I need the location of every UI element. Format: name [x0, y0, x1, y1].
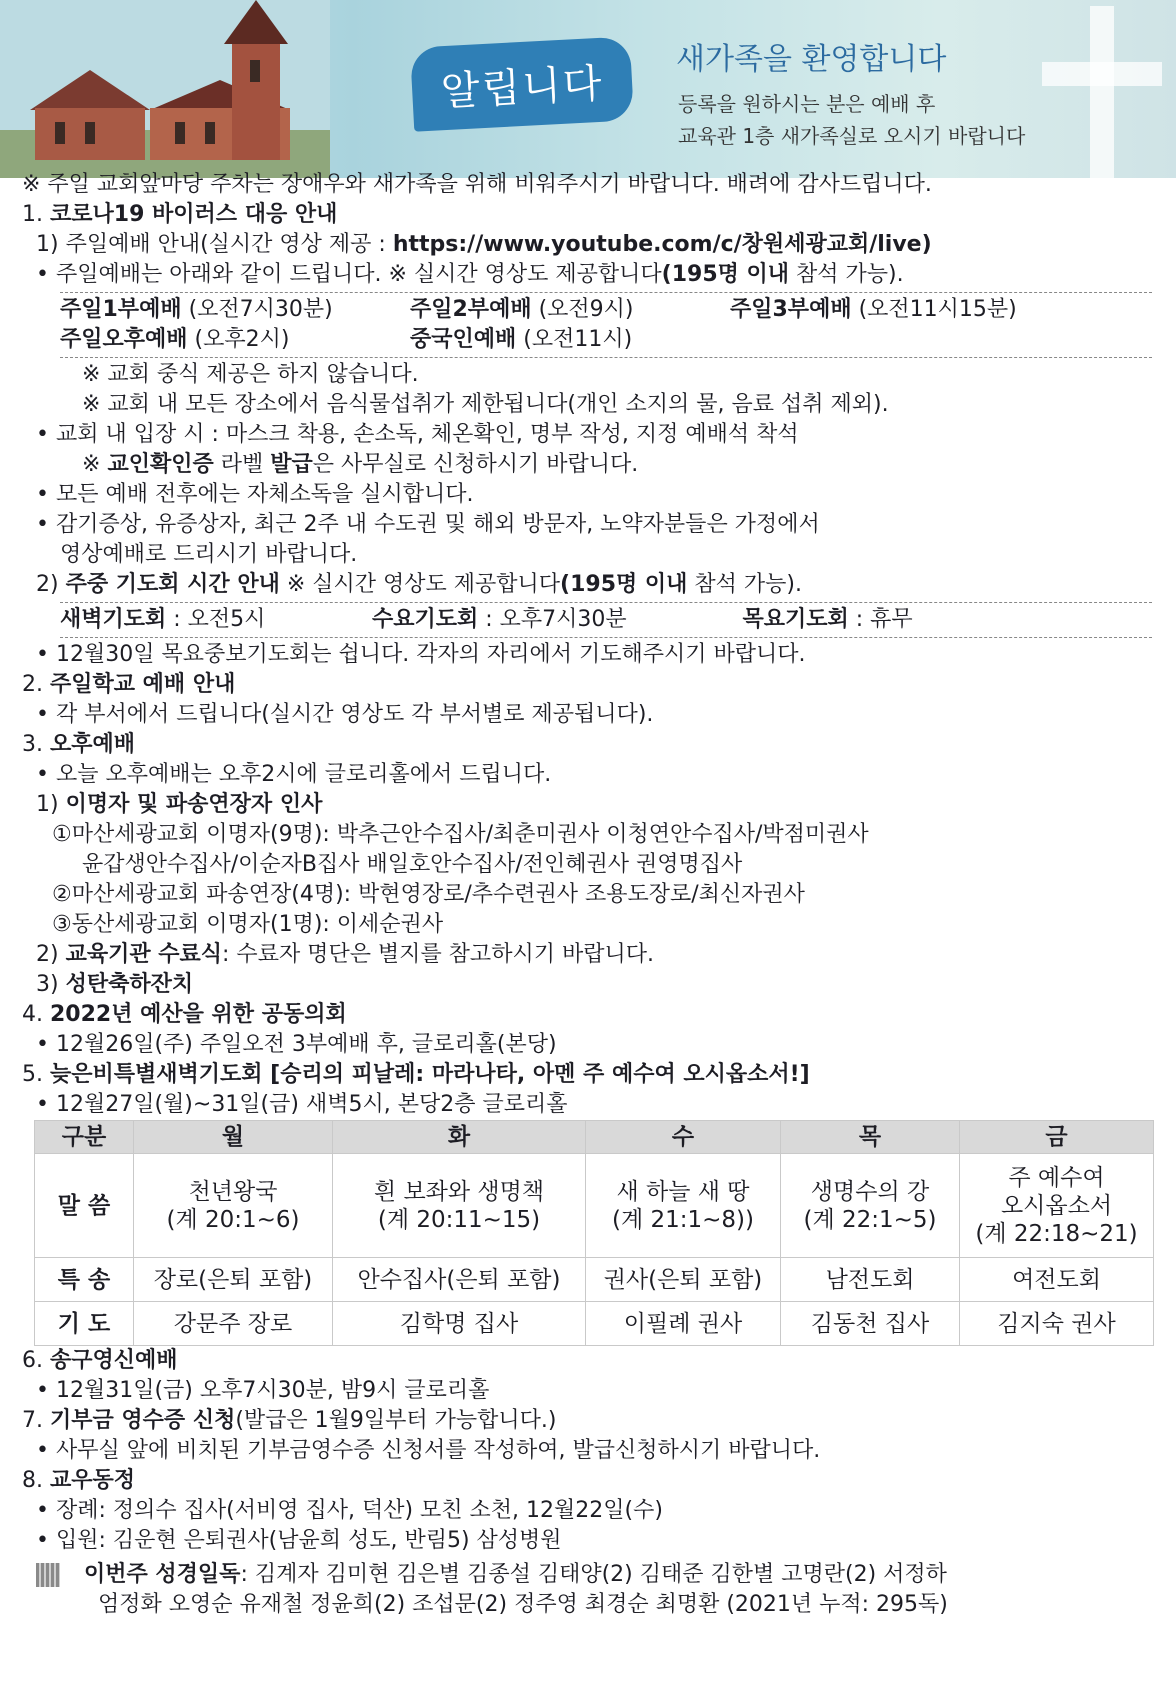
christmas-line [22, 970, 1152, 1000]
transfer-item-2: ②마산세광교회 파송연장(4명): 박현영장로/추수련권사 조용도장로/최신자권사 [52, 882, 805, 907]
table-cell [134, 1154, 333, 1258]
section-title: 기부금 영수증 신청 [50, 1408, 236, 1433]
bullet-funeral: • 장례: 정의수 집사(서비영 집사, 덕산) 모친 소천, 12월22일(수) [36, 1498, 663, 1523]
church-illustration [0, 0, 330, 178]
service-schedule [60, 292, 1152, 358]
section-2-heading [22, 670, 1152, 700]
bullet-receipt: • 사무실 앞에 비치된 기부금영수증 신청서를 작성하여, 발급신청하시기 바랍니다. [36, 1438, 821, 1463]
service-time: (오전11시15분) [851, 297, 1017, 322]
sub-title: 교육기관 수료식 [65, 942, 223, 967]
cell-line: 오시옵소서 [1000, 1192, 1113, 1219]
note-text: 라벨 [213, 452, 271, 477]
service-time: (오전9시) [531, 297, 634, 322]
prayer-time: : 휴무 [848, 607, 913, 632]
note-meal: ※ 교회 중식 제공은 하지 않습니다. [82, 362, 419, 387]
section-title: 교우동정 [50, 1468, 136, 1493]
table-cell: 김동천 집사 [781, 1302, 960, 1346]
section-3-heading [22, 730, 1152, 760]
bullet-symptoms-cont: 영상예배로 드리시기 바랍니다. [60, 542, 358, 567]
sub-text: : 수료자 명단은 별지를 참고하시기 바랍니다. [222, 942, 654, 967]
parking-notice: ※ 주일 교회앞마당 주차는 장애우와 새가족을 위해 비워주시기 바랍니다. 배려에 감사드립니다. [22, 172, 932, 197]
table-cell [781, 1154, 960, 1258]
bullet-new-year: • 12월31일(금) 오후7시30분, 밤9시 글로리홀 [36, 1378, 490, 1403]
table-header-row [35, 1121, 1154, 1154]
reading-names: : 김계자 김미현 김은별 김종설 김태양(2) 김태준 김한별 고명란(2) 서정하 [240, 1562, 947, 1587]
table-cell [333, 1154, 586, 1258]
bullet-text-end: 참석 가능). [789, 262, 904, 287]
service-row [60, 295, 1152, 325]
service-item [60, 295, 410, 325]
section-number: 4. [22, 1002, 43, 1027]
bullet-sunday-service [22, 260, 1152, 290]
cell-line: 새 하늘 새 땅 [616, 1178, 750, 1205]
bullet-budget: • 12월26일(주) 주일오전 3부예배 후, 글로리홀(본당) [36, 1032, 557, 1057]
table-row [35, 1154, 1154, 1258]
prayer-item [60, 605, 372, 635]
cell-line: 생명수의 강 [810, 1178, 930, 1205]
section-4-heading [22, 1000, 1152, 1030]
service-item [60, 325, 410, 355]
welcome-line-1: 등록을 원하시는 분은 예배 후 [678, 92, 936, 116]
table-header-cell: 월 [134, 1121, 333, 1154]
section-title: 2022년 예산을 위한 공동의회 [50, 1002, 347, 1027]
prayer-row [60, 605, 1152, 635]
sub-note-bold: (195명 이내 [560, 572, 688, 597]
service-time: (오후2시) [187, 327, 290, 352]
section-number: 6. [22, 1348, 43, 1373]
transfer-item-1: ①마산세광교회 이명자(9명): 박추근안수집사/최춘미권사 이청연안수집사/박점미권사 [52, 822, 869, 847]
prayer-name: 수요기도회 [372, 607, 479, 632]
cell-line: (계 20:11~15) [377, 1206, 541, 1233]
table-cell: 여전도회 [960, 1258, 1154, 1302]
service-name: 주일3부예배 [730, 297, 852, 322]
transfer-item-1-cont: 윤갑생안수집사/이순자B집사 배일호안수집사/전인혜권사 권영명집사 [82, 852, 743, 877]
table-cell: 안수집사(은퇴 포함) [333, 1258, 586, 1302]
bullet-dawn-prayer: • 12월27일(월)~31일(금) 새벽5시, 본당2층 글로리홀 [36, 1092, 568, 1117]
sub-number: 1) [36, 232, 59, 257]
sub-number: 2) [36, 942, 59, 967]
sub-note: ※ 실시간 영상도 제공합니다 [279, 572, 561, 597]
table-header-cell: 금 [960, 1121, 1154, 1154]
row-label: 말 씀 [35, 1154, 134, 1258]
service-name: 주일1부예배 [60, 297, 182, 322]
bullet-text: • 주일예배는 아래와 같이 드립니다. ※ 실시간 영상도 제공합니다 [36, 262, 662, 287]
book-icon [36, 1563, 60, 1587]
note-bold: 교인확인증 [107, 452, 214, 477]
bible-reading-cont: 엄정화 오영순 유재철 정윤희(2) 조섭문(2) 정주영 최경순 최명환 (2021년 누적: 295독) [98, 1592, 948, 1617]
bible-reading [22, 1560, 1152, 1590]
section-number: 7. [22, 1408, 43, 1433]
section-title: 코로나19 바이러스 대응 안내 [50, 202, 338, 227]
service-row [60, 325, 1152, 355]
service-item [730, 295, 1150, 325]
service-name: 주일오후예배 [60, 327, 188, 352]
section-number: 5. [22, 1062, 43, 1087]
table-cell: 김학명 집사 [333, 1302, 586, 1346]
table-cell: 강문주 장로 [134, 1302, 333, 1346]
cell-line: 흰 보좌와 생명책 [373, 1178, 545, 1205]
section-8-heading [22, 1466, 1152, 1496]
sub-note-end: 참석 가능). [687, 572, 803, 597]
section-6-heading [22, 1346, 1152, 1376]
welcome-line-2: 교육관 1층 새가족실로 오시기 바랍니다 [678, 124, 1026, 148]
table-cell: 남전도회 [781, 1258, 960, 1302]
cell-line: 주 예수여 [1008, 1164, 1105, 1191]
service-name: 중국인예배 [410, 327, 517, 352]
sub-number: 3) [36, 972, 59, 997]
table-cell: 이필례 권사 [586, 1302, 781, 1346]
cell-line: (계 22:1~5) [803, 1206, 937, 1233]
sub-text: 주일예배 안내(실시간 영상 제공 : [65, 232, 393, 257]
section-number: 8. [22, 1468, 43, 1493]
service-item [410, 325, 730, 355]
bullet-bold: (195명 이내 [661, 262, 790, 287]
service-time: (오전11시) [516, 327, 633, 352]
transfer-heading [22, 790, 1152, 820]
dawn-prayer-table [34, 1120, 1154, 1346]
prayer-item [372, 605, 743, 635]
sub-title: 주중 기도회 시간 안내 [65, 572, 280, 597]
section-title-suffix: (발급은 1월9일부터 가능합니다.) [235, 1408, 557, 1433]
table-cell: 김지숙 권사 [960, 1302, 1154, 1346]
prayer-time: : 오후7시30분 [478, 607, 627, 632]
cell-line: (계 20:1~6) [166, 1206, 300, 1233]
section-title: 송구영신예배 [50, 1348, 178, 1373]
prayer-name: 새벽기도회 [60, 607, 167, 632]
welcome-title: 새가족을 환영합니다 [676, 42, 947, 77]
table-cell: 장로(은퇴 포함) [134, 1258, 333, 1302]
prayer-time: : 오전5시 [166, 607, 266, 632]
note-food: ※ 교회 내 모든 장소에서 음식물섭취가 제한됩니다(개인 소지의 물, 음료 섭취 제외). [82, 392, 889, 417]
table-row [35, 1302, 1154, 1346]
reading-label: 이번주 성경일독 [84, 1562, 241, 1587]
live-stream-link[interactable]: https://www.youtube.com/c/창원세광교회/live) [392, 232, 932, 257]
service-name: 주일2부예배 [410, 297, 532, 322]
section-title: 주일학교 예배 안내 [50, 672, 236, 697]
sub-number: 1) [36, 792, 59, 817]
service-time: (오전7시30분) [181, 297, 333, 322]
section-number: 1. [22, 202, 43, 227]
table-cell [960, 1154, 1154, 1258]
sub-title: 성탄축하잔치 [65, 972, 194, 997]
row-label: 특 송 [35, 1258, 134, 1302]
service-item [410, 295, 730, 325]
cell-line: 천년왕국 [188, 1178, 278, 1205]
note-text: 은 사무실로 신청하시기 바랍니다. [312, 452, 639, 477]
cell-line: (계 21:1~8)) [611, 1206, 754, 1233]
table-header-cell: 화 [333, 1121, 586, 1154]
section-title: 오후예배 [50, 732, 136, 757]
prayer-meeting-info [22, 570, 1152, 600]
note-bold: 발급 [270, 452, 313, 477]
header-banner [0, 0, 1176, 178]
prayer-name: 목요기도회 [742, 607, 849, 632]
bullet-hospital: • 입원: 김운현 은퇴권사(남윤희 성도, 반림5) 삼성병원 [36, 1528, 562, 1553]
cross-icon [1042, 6, 1162, 178]
bullet-entry: • 교회 내 입장 시 : 마스크 착용, 손소독, 체온확인, 명부 작성, 지정 예배석 착석 [36, 422, 799, 447]
table-row [35, 1258, 1154, 1302]
row-label: 기 도 [35, 1302, 134, 1346]
section-number: 2. [22, 672, 43, 697]
prayer-item [743, 605, 1153, 635]
cell-line: (계 22:18~21) [975, 1220, 1138, 1247]
bullet-thursday: • 12월30일 목요중보기도회는 쉽니다. 각자의 자리에서 기도해주시기 바랍니다. [36, 642, 806, 667]
section-5-heading [22, 1060, 1152, 1090]
sunday-service-info [22, 230, 1152, 260]
bullet-sunday-school: • 각 부서에서 드립니다(실시간 영상도 각 부서별로 제공됩니다). [36, 702, 654, 727]
announcement-body [22, 170, 1152, 1620]
bullet-disinfect: • 모든 예배 전후에는 자체소독을 실시합니다. [36, 482, 474, 507]
table-cell: 권사(은퇴 포함) [586, 1258, 781, 1302]
section-7-heading [22, 1406, 1152, 1436]
bullet-afternoon: • 오늘 오후예배는 오후2시에 글로리홀에서 드립니다. [36, 762, 552, 787]
section-number: 3. [22, 732, 43, 757]
notice-badge: 알립니다 [410, 36, 634, 131]
note-mark: ※ [82, 452, 108, 477]
transfer-item-3: ③동산세광교회 이명자(1명): 이세순권사 [52, 912, 444, 937]
sub-title: 이명자 및 파송연장자 인사 [65, 792, 323, 817]
section-1-heading [22, 200, 1152, 230]
table-header-cell: 수 [586, 1121, 781, 1154]
table-header-cell: 구분 [35, 1121, 134, 1154]
table-header-cell: 목 [781, 1121, 960, 1154]
sub-number: 2) [36, 572, 59, 597]
table-cell [586, 1154, 781, 1258]
note-member-card [22, 450, 1152, 480]
graduation-line [22, 940, 1152, 970]
prayer-schedule [60, 602, 1152, 638]
section-title: 늦은비특별새벽기도회 [승리의 피날레: 마라나타, 아멘 주 예수여 오시옵소서!] [50, 1062, 810, 1087]
bullet-symptoms: • 감기증상, 유증상자, 최근 2주 내 수도권 및 해외 방문자, 노약자분들은 가정에서 [36, 512, 820, 537]
welcome-text [678, 88, 1025, 152]
